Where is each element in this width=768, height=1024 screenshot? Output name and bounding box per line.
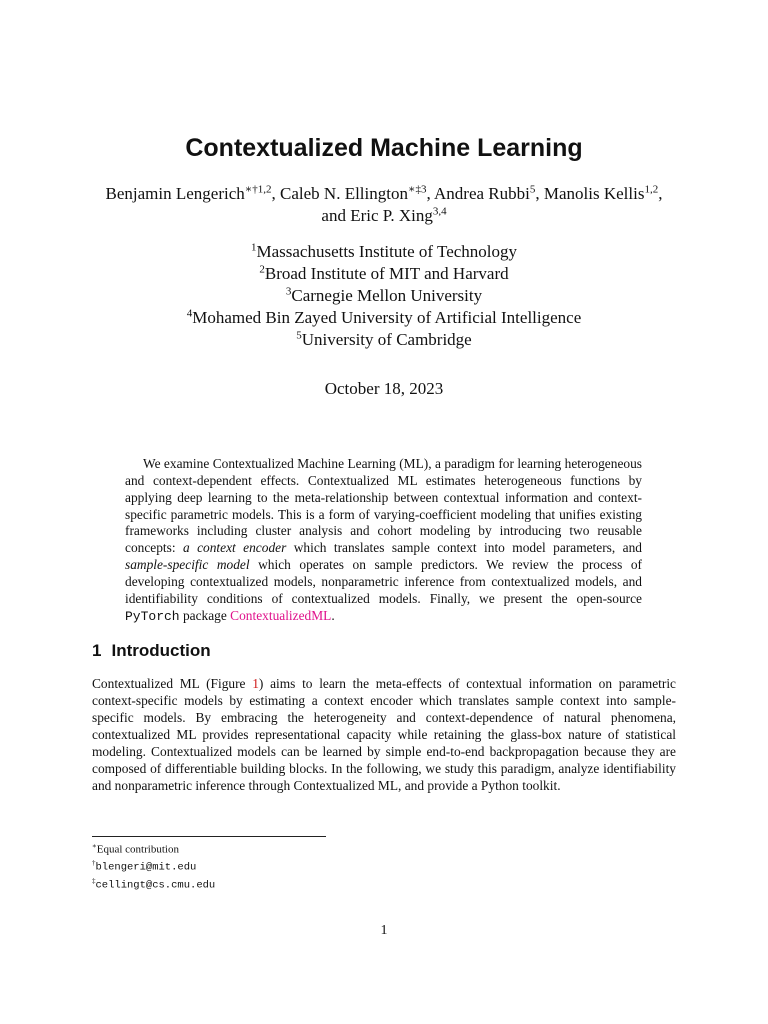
abstract-text: which translates sample context into model parameters, and <box>286 540 642 556</box>
author-name: Benjamin Lengerich <box>105 184 245 203</box>
affiliation <box>100 241 668 263</box>
package-link[interactable]: ContextualizedML <box>230 607 332 623</box>
author-name: Andrea Rubbi <box>434 184 530 203</box>
code-pytorch: PyTorch <box>125 608 180 624</box>
author-separator: , <box>271 184 281 203</box>
affiliation <box>100 329 668 351</box>
abstract-emphasis: a context encoder <box>182 540 287 556</box>
footnote <box>92 857 215 875</box>
section-heading <box>92 640 211 662</box>
footnote-email[interactable]: blengeri@mit.edu <box>95 861 197 874</box>
abstract-text: . <box>331 607 335 623</box>
affiliation-mark: 5 <box>296 329 302 342</box>
author-marks: 1,2 <box>644 183 659 196</box>
figure-ref-link[interactable]: 1 <box>252 676 259 691</box>
author-name: Manolis Kellis <box>543 184 645 203</box>
affiliation-mark: 1 <box>250 241 257 254</box>
intro-paragraph <box>92 675 676 794</box>
abstract-text: We examine Contextualized Machine Learning (ML), a paradigm for learning heterogeneous and context-dependent effects. Contextualized ML estimates heterogeneous functions by applying deep learning to the meta-relationship between contextual information and context-specific parametric models. This is a form of varying-coefficient modeling that unifies existing frameworks including cluster analysis and cohort modeling by introducing two reusable concepts: <box>125 456 642 556</box>
author-marks: ∗‡3 <box>407 183 427 196</box>
author-separator: , <box>535 184 544 203</box>
affiliation <box>100 285 668 307</box>
footnote-mark: ∗ <box>92 842 97 850</box>
affiliation-mark: 3 <box>285 285 292 298</box>
footnotes <box>92 840 215 893</box>
affiliation-list <box>100 241 668 351</box>
publication-date: October 18, 2023 <box>324 379 444 398</box>
abstract-text: package <box>179 607 231 623</box>
affiliation-mark: 4 <box>186 307 193 320</box>
footnote-text: Equal contribution <box>96 843 179 856</box>
affiliation-name: Broad Institute of MIT and Harvard <box>264 264 509 283</box>
author-separator: , and <box>321 184 663 225</box>
author-list <box>100 183 668 227</box>
abstract <box>125 456 642 625</box>
footnote-mark: † <box>92 859 96 868</box>
footnote-mark: ‡ <box>92 877 96 886</box>
intro-text: ) aims to learn the meta-effects of contextual information on parametric context-specific models by estimating a context encoder which translates sample context into sample-specific models. By embracing the heterogeneity and context-dependence of natural phenomena, contextualized ML provides representational capacity while retaining the glass-box nature of statistical modeling. Contextualized models can be learned by simple end-to-end backpropagation because they are composed of differentiable building blocks. In the following, we study this paradigm, analyze identifiability and nonparametric inference through Contextualized ML, and provide a Python toolkit. <box>92 676 676 793</box>
author-name: Eric P. Xing <box>350 206 433 225</box>
affiliation-name: Mohamed Bin Zayed University of Artificial Intelligence <box>192 308 582 327</box>
author-separator: , <box>426 184 435 203</box>
abstract-text: which operates on sample predictors. We review the process of developing contextualized models, nonparametric inference from contextualized models, and identifiability conditions of contextualized models. Finally, we present the open-source <box>125 557 642 606</box>
paper-title: Contextualized Machine Learning <box>185 134 583 162</box>
author-marks: 5 <box>529 183 536 196</box>
footnote-divider <box>92 836 326 837</box>
affiliation <box>100 263 668 285</box>
affiliation-name: Carnegie Mellon University <box>291 286 483 305</box>
abstract-emphasis: sample-specific model <box>125 557 250 573</box>
page-number: 1 <box>380 923 388 938</box>
affiliation <box>100 307 668 329</box>
author-marks: 3,4 <box>432 205 447 218</box>
footnote <box>92 840 215 857</box>
section-title: Introduction <box>111 641 211 660</box>
affiliation-name: Massachusetts Institute of Technology <box>256 242 518 261</box>
author-marks: ∗†1,2 <box>244 183 272 196</box>
author-name: Caleb N. Ellington <box>280 184 408 203</box>
footnote-email[interactable]: cellingt@cs.cmu.edu <box>95 879 216 892</box>
affiliation-mark: 2 <box>259 263 265 276</box>
intro-text: Contextualized ML (Figure <box>92 676 253 691</box>
section-number: 1 <box>92 641 102 660</box>
affiliation-name: University of Cambridge <box>301 330 472 349</box>
footnote <box>92 875 215 893</box>
